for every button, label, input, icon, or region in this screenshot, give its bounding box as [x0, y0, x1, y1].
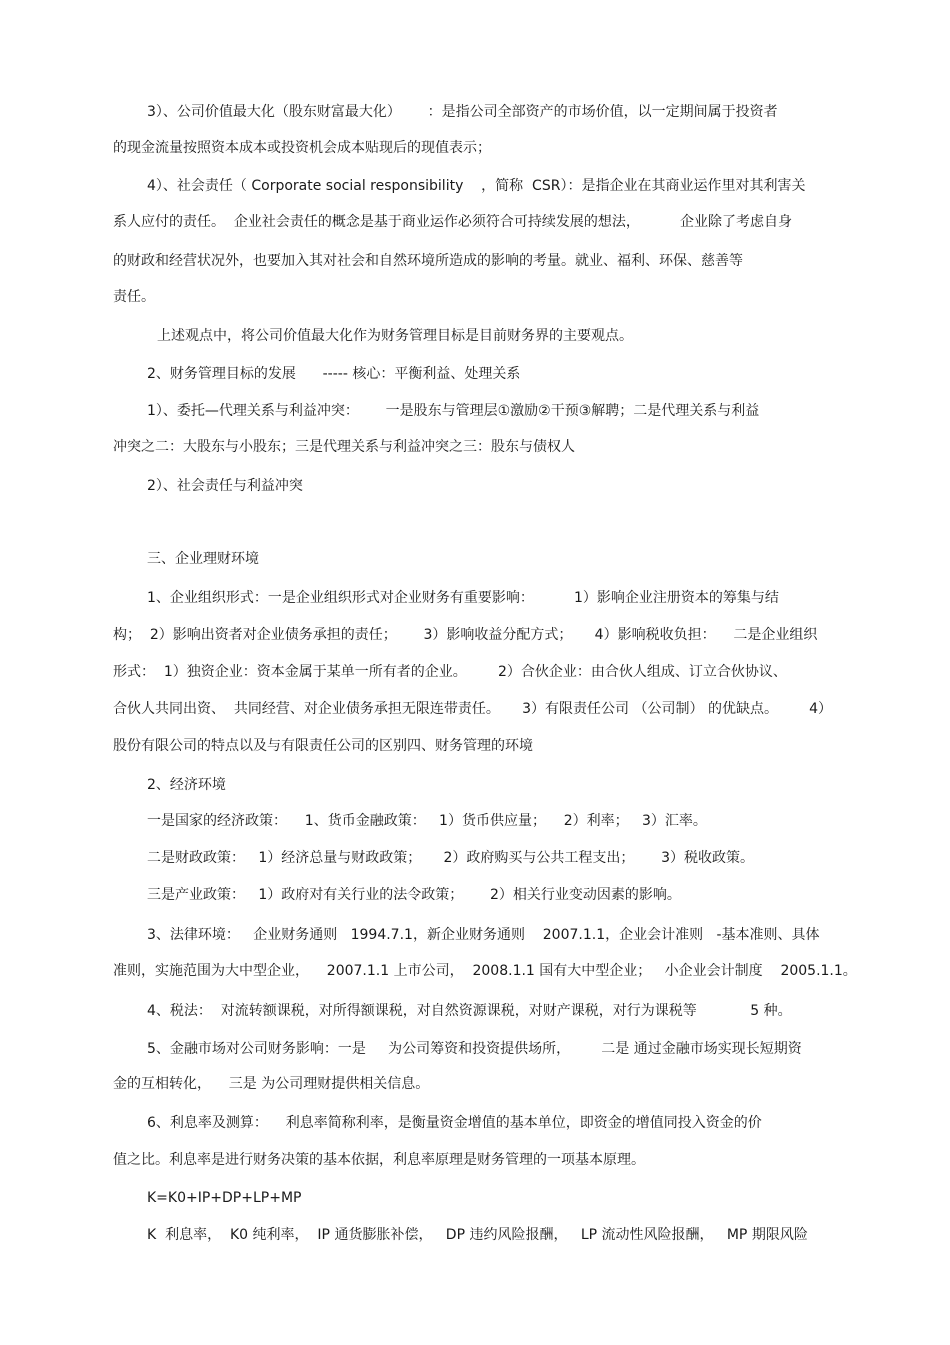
text-line: 5、金融市场对公司财务影响：一是 为公司筹资和投资提供场所， 二是 通过金融市场实现长短期资	[147, 1041, 802, 1057]
section-heading: 2、财务管理目标的发展 ----- 核心：平衡利益、处理关系	[147, 366, 521, 382]
formula-line: K=K0+IP+DP+LP+MP	[147, 1190, 302, 1206]
text-line: 3、法律环境： 企业财务通则 1994.7.1，新企业财务通则 2007.1.1，企业会计准则 -基本准则、具体	[147, 927, 820, 943]
text-line: 4、税法： 对流转额课税，对所得额课税，对自然资源课税，对财产课税，对行为课税等 5 种。	[147, 1003, 792, 1019]
text-line: 责任。	[113, 289, 155, 305]
text-line: 二是财政政策： 1）经济总量与财政政策； 2）政府购买与公共工程支出； 3）税收政策。	[147, 850, 755, 866]
text-line: 构； 2）影响出资者对企业债务承担的责任； 3）影响收益分配方式； 4）影响税收负担： 二是企业组织	[113, 627, 818, 643]
text-line: 值之比。利息率是进行财务决策的基本依据，利息率原理是财务管理的一项基本原理。	[113, 1152, 645, 1168]
text-line: 6、利息率及测算： 利息率简称利率，是衡量资金增值的基本单位，即资金的增值同投入资金的价	[147, 1115, 762, 1131]
text-line: 合伙人共同出资、 共同经营、对企业债务承担无限连带责任。 3）有限责任公司 （公司制） 的优缺点。 4）	[113, 701, 833, 717]
text-line: 冲突之二：大股东与小股东；三是代理关系与利益冲突之三：股东与债权人	[113, 439, 575, 455]
text-line: 上述观点中，将公司价值最大化作为财务管理目标是目前财务界的主要观点。	[157, 328, 633, 344]
text-line: 股份有限公司的特点以及与有限责任公司的区别四、财务管理的环境	[113, 738, 533, 754]
section-heading: 三、企业理财环境	[147, 551, 259, 567]
text-line: 形式： 1）独资企业：资本金属于某单一所有者的企业。 2）合伙企业：由合伙人组成、订立合伙协议、	[113, 664, 787, 680]
text-line: 2）、社会责任与利益冲突	[147, 478, 303, 494]
text-line: 1）、委托—代理关系与利益冲突： 一是股东与管理层①激励②干预③解聘；二是代理关系与利益	[147, 403, 760, 419]
text-line: 三是产业政策： 1）政府对有关行业的法令政策； 2）相关行业变动因素的影响。	[147, 887, 681, 903]
text-line: K 利息率， K0 纯利率， IP 通货膨胀补偿， DP 违约风险报酬， LP 流动性风险报酬， MP 期限风险	[147, 1227, 808, 1243]
section-heading: 2、经济环境	[147, 777, 226, 793]
text-line: 金的互相转化， 三是 为公司理财提供相关信息。	[113, 1076, 430, 1092]
text-line: 系人应付的责任。 企业社会责任的概念是基于商业运作必须符合可持续发展的想法， 企业除了考虑自身	[113, 214, 792, 230]
text-line: 准则，实施范围为大中型企业， 2007.1.1 上市公司， 2008.1.1 国有大中型企业； 小企业会计制度 2005.1.1。	[113, 963, 857, 979]
text-line: 的现金流量按照资本成本或投资机会成本贴现后的现值表示；	[113, 140, 491, 156]
text-line: 的财政和经营状况外，也要加入其对社会和自然环境所造成的影响的考量。就业、福利、环保、慈善等	[113, 253, 743, 269]
text-line: 3）、公司价值最大化（股东财富最大化） ：是指公司全部资产的市场价值，以一定期间属于投资者	[147, 104, 778, 120]
text-line: 4）、社会责任（ Corporate social responsibility ，简称 CSR）：是指企业在其商业运作里对其利害关	[147, 178, 806, 194]
text-line: 一是国家的经济政策： 1、货币金融政策： 1）货币供应量； 2）利率； 3）汇率。	[147, 813, 707, 829]
text-line: 1、企业组织形式：一是企业组织形式对企业财务有重要影响： 1）影响企业注册资本的筹集与结	[147, 590, 779, 606]
